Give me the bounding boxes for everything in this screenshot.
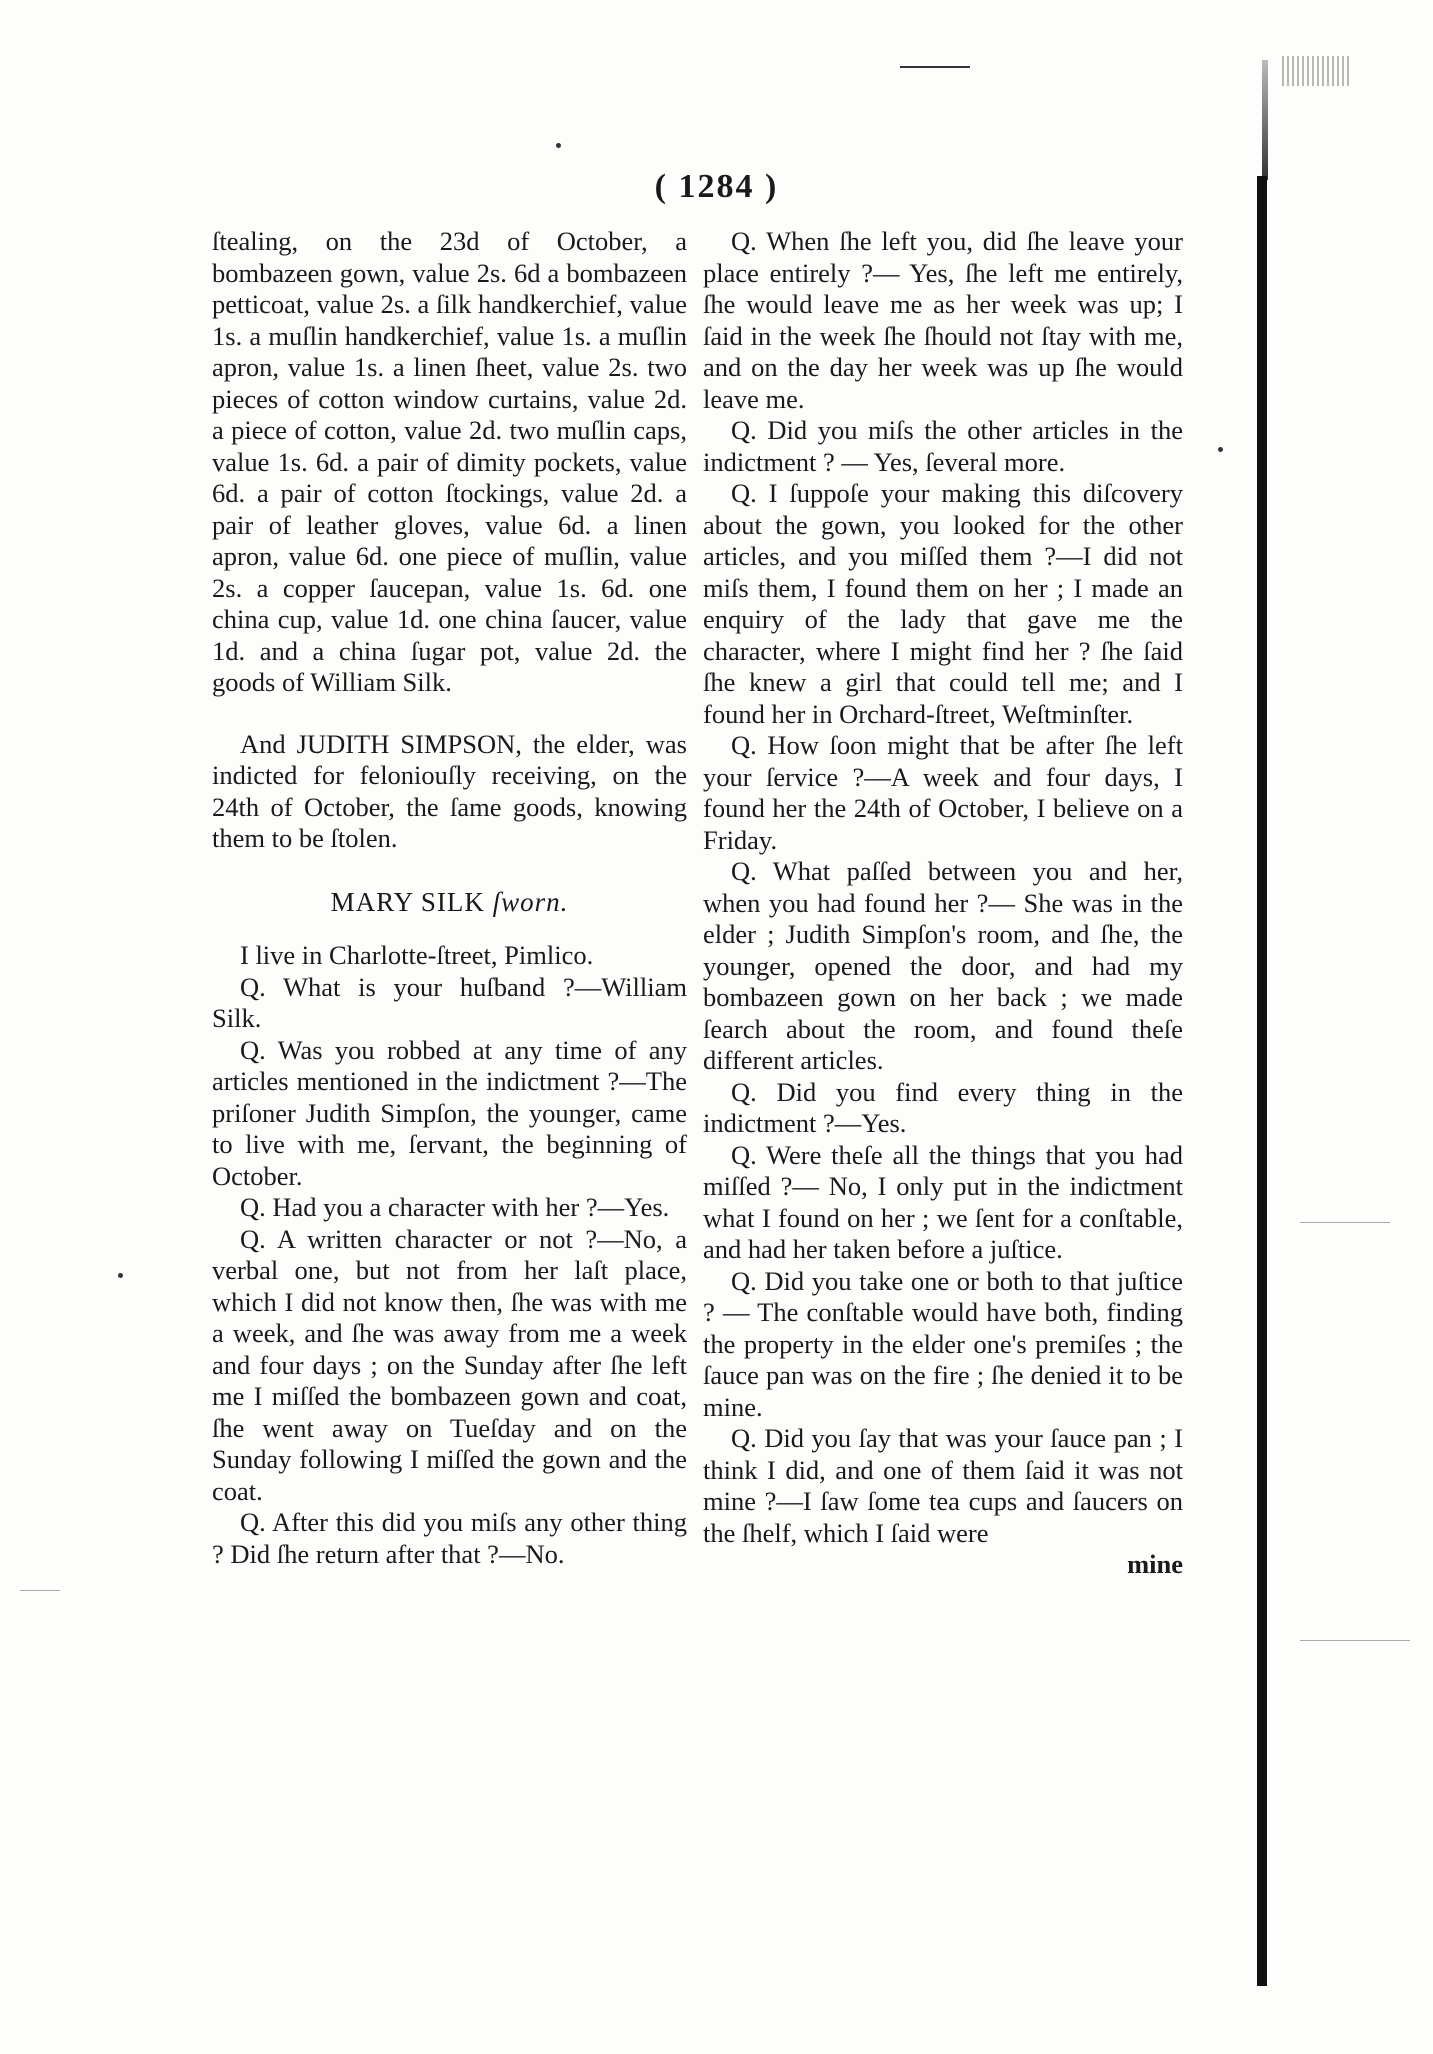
scan-spine-top <box>1262 60 1268 180</box>
witness-heading <box>212 887 687 919</box>
scan-edge-artifact <box>1282 56 1352 86</box>
testimony-paragraph: Q. Did you take one or both to that juſtice ? — The conſtable would have both, finding the property in the elder one's premiſes ; the ſauce pan was on the fire ; ſhe denied it to be mine. <box>703 1265 1183 1422</box>
scan-line <box>1300 1640 1410 1641</box>
indictment-paragraph: ſtealing, on the 23d of October, a bombazeen gown, value 2s. 6d a bombazeen petticoat, value 2s. a ſilk handkerchief, value 1s. a muſlin handkerchief, value 1s. a muſlin apron, value 1s. a linen ſheet, value 2s. two pieces of cotton window curtains, value 2d. a piece of cotton, value 2d. two muſlin caps, value 1s. 6d. a pair of dimity pockets, value 6d. a pair of cotton ſtockings, value 2d. a pair of leather gloves, value 6d. a linen apron, value 6d. one piece of muſlin, value 2s. a copper ſaucepan, value 1s. 6d. one china cup, value 1d. one china ſaucer, value 1d. and a china ſugar pot, value 2d. the goods of William Silk. <box>212 226 687 697</box>
witness-sworn: ſworn. <box>492 886 569 917</box>
scan-spine-shadow <box>1257 176 1267 1986</box>
testimony-paragraph: Q. Had you a character with her ?—Yes. <box>240 1192 670 1222</box>
testimony-paragraph: Q. A written character or not ?—No, a verbal one, but not from her laſt place, which I did not know then, ſhe was with me a week, and ſhe was away from me a week and four days ; on the Sunday after ſhe left me I miſſed the bombazeen gown and coat, ſhe went away on Tueſday and on the Sunday following I miſſed the gown and the coat. <box>212 1223 687 1506</box>
catchword: mine <box>1127 1549 1183 1579</box>
testimony-paragraph: Q. After this did you miſs any other thing ? Did ſhe return after that ?—No. <box>212 1507 687 1569</box>
testimony-paragraph: Q. Did you miſs the other articles in the indictment ? — Yes, ſeveral more. <box>703 415 1183 477</box>
testimony-paragraph: Q. What is your huſband ?—William Silk. <box>212 971 687 1033</box>
receiving-paragraph: And JUDITH SIMPSON, the elder, was indicted for feloniouſly receiving, on the 24th of October, the ſame goods, knowing them to be ſtolen. <box>212 728 687 853</box>
testimony-paragraph: I live in Charlotte-ſtreet, Pimlico. <box>240 940 594 970</box>
scan-speck <box>118 1273 123 1278</box>
scan-speck <box>556 143 561 148</box>
testimony-paragraph: Q. Were theſe all the things that you had miſſed ?— No, I only put in the indictment what I found on her ; we ſent for a conſtable, and had her taken before a juſtice. <box>703 1139 1183 1264</box>
testimony-paragraph: Q. What paſſed between you and her, when you had found her ?— She was in the elder ; Judith Simpſon's room, and ſhe, the younger, opened the door, and had my bombazeen gown on her back ; we made ſearch about the room, and found theſe different articles. <box>703 856 1183 1075</box>
testimony-paragraph: Q. Was you robbed at any time of any articles mentioned in the indictment ?—The priſoner Judith Simpſon, the younger, came to live with me, ſervant, the beginning of October. <box>212 1034 687 1191</box>
witness-name: MARY SILK <box>330 886 485 917</box>
testimony-paragraph: Q. Did you ſay that was your ſauce pan ; I think I did, and one of them ſaid it was not mine ?—I ſaw ſome tea cups and ſaucers on the ſhelf, which I ſaid were <box>703 1423 1183 1548</box>
scan-line <box>1300 1222 1390 1223</box>
scan-mark <box>900 56 970 68</box>
testimony-paragraph: Q. I ſuppoſe your making this diſcovery about the gown, you looked for the other articles, and you miſſed them ?—I did not miſs them, I found them on her ; I made an enquiry of the lady that gave me the character, where I might find her ? ſhe ſaid ſhe knew a girl that could tell me; and I found her in Orchard-ſtreet, Weſtminſter. <box>703 478 1183 729</box>
page-number: ( 1284 ) <box>654 168 779 205</box>
testimony-paragraph: Q. When ſhe left you, did ſhe leave your place entirely ?— Yes, ſhe left me entirely, ſhe would leave me as her week was up; I ſaid in the week ſhe ſhould not ſtay with me, and on the day her week was up ſhe would leave me. <box>703 226 1183 414</box>
scan-speck <box>1218 447 1223 452</box>
right-column <box>703 226 1183 1581</box>
testimony-paragraph: Q. How ſoon might that be after ſhe left your ſervice ?—A week and four days, I found her the 24th of October, I believe on a Friday. <box>703 730 1183 855</box>
testimony-paragraph: Q. Did you find every thing in the indictment ?—Yes. <box>703 1076 1183 1138</box>
scan-line <box>20 1590 60 1591</box>
left-column <box>212 226 687 1570</box>
